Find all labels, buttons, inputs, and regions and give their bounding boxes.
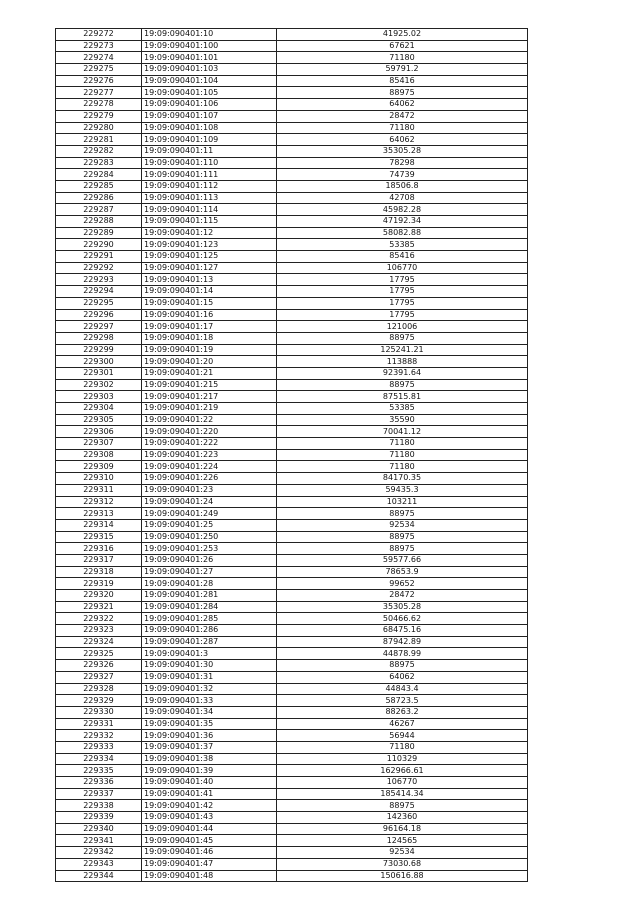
row-id-cell: 229294 bbox=[56, 286, 142, 298]
table-row bbox=[56, 695, 528, 707]
table-row bbox=[56, 251, 528, 263]
value-cell: 59435.3 bbox=[277, 484, 528, 496]
value-cell: 68475.16 bbox=[277, 625, 528, 637]
table-row bbox=[56, 741, 528, 753]
cadastral-number-cell: 19:09:090401:47 bbox=[142, 858, 277, 870]
cadastral-number-cell: 19:09:090401:100 bbox=[142, 40, 277, 52]
cadastral-number-cell: 19:09:090401:284 bbox=[142, 601, 277, 613]
row-id-cell: 229325 bbox=[56, 648, 142, 660]
table-row bbox=[56, 496, 528, 508]
table-row bbox=[56, 660, 528, 672]
cadastral-number-cell: 19:09:090401:37 bbox=[142, 741, 277, 753]
row-id-cell: 229287 bbox=[56, 204, 142, 216]
value-cell: 64062 bbox=[277, 134, 528, 146]
cadastral-number-cell: 19:09:090401:127 bbox=[142, 262, 277, 274]
row-id-cell: 229310 bbox=[56, 473, 142, 485]
table-row bbox=[56, 636, 528, 648]
table-row bbox=[56, 122, 528, 134]
cadastral-number-cell: 19:09:090401:111 bbox=[142, 169, 277, 181]
cadastral-number-cell: 19:09:090401:287 bbox=[142, 636, 277, 648]
row-id-cell: 229283 bbox=[56, 157, 142, 169]
cadastral-number-cell: 19:09:090401:103 bbox=[142, 64, 277, 76]
value-cell: 113888 bbox=[277, 356, 528, 368]
row-id-cell: 229326 bbox=[56, 660, 142, 672]
row-id-cell: 229282 bbox=[56, 145, 142, 157]
value-cell: 44843.4 bbox=[277, 683, 528, 695]
cadastral-number-cell: 19:09:090401:32 bbox=[142, 683, 277, 695]
cadastral-number-cell: 19:09:090401:125 bbox=[142, 251, 277, 263]
cadastral-number-cell: 19:09:090401:23 bbox=[142, 484, 277, 496]
value-cell: 67621 bbox=[277, 40, 528, 52]
cadastral-number-cell: 19:09:090401:3 bbox=[142, 648, 277, 660]
value-cell: 58723.5 bbox=[277, 695, 528, 707]
table-row bbox=[56, 157, 528, 169]
value-cell: 35305.28 bbox=[277, 145, 528, 157]
row-id-cell: 229329 bbox=[56, 695, 142, 707]
row-id-cell: 229276 bbox=[56, 75, 142, 87]
cadastral-number-cell: 19:09:090401:250 bbox=[142, 531, 277, 543]
value-cell: 106770 bbox=[277, 777, 528, 789]
table-row bbox=[56, 426, 528, 438]
cadastral-number-cell: 19:09:090401:31 bbox=[142, 671, 277, 683]
cadastral-number-cell: 19:09:090401:13 bbox=[142, 274, 277, 286]
cadastral-number-cell: 19:09:090401:15 bbox=[142, 297, 277, 309]
cadastral-number-cell: 19:09:090401:104 bbox=[142, 75, 277, 87]
cadastral-number-cell: 19:09:090401:105 bbox=[142, 87, 277, 99]
value-cell: 45982.28 bbox=[277, 204, 528, 216]
table-row bbox=[56, 484, 528, 496]
table-row bbox=[56, 286, 528, 298]
table-row bbox=[56, 473, 528, 485]
row-id-cell: 229293 bbox=[56, 274, 142, 286]
table-row bbox=[56, 344, 528, 356]
table-row bbox=[56, 414, 528, 426]
row-id-cell: 229311 bbox=[56, 484, 142, 496]
table-row bbox=[56, 730, 528, 742]
row-id-cell: 229289 bbox=[56, 227, 142, 239]
table-row bbox=[56, 145, 528, 157]
value-cell: 35590 bbox=[277, 414, 528, 426]
cadastral-number-cell: 19:09:090401:16 bbox=[142, 309, 277, 321]
row-id-cell: 229318 bbox=[56, 566, 142, 578]
row-id-cell: 229278 bbox=[56, 99, 142, 111]
table-row bbox=[56, 332, 528, 344]
value-cell: 71180 bbox=[277, 741, 528, 753]
value-cell: 99652 bbox=[277, 578, 528, 590]
row-id-cell: 229338 bbox=[56, 800, 142, 812]
row-id-cell: 229341 bbox=[56, 835, 142, 847]
cadastral-number-cell: 19:09:090401:109 bbox=[142, 134, 277, 146]
cadastral-number-cell: 19:09:090401:286 bbox=[142, 625, 277, 637]
value-cell: 125241.21 bbox=[277, 344, 528, 356]
table-row bbox=[56, 438, 528, 450]
row-id-cell: 229339 bbox=[56, 812, 142, 824]
cadastral-number-cell: 19:09:090401:27 bbox=[142, 566, 277, 578]
value-cell: 56944 bbox=[277, 730, 528, 742]
row-id-cell: 229292 bbox=[56, 262, 142, 274]
table-row bbox=[56, 847, 528, 859]
cadastral-number-cell: 19:09:090401:40 bbox=[142, 777, 277, 789]
row-id-cell: 229301 bbox=[56, 367, 142, 379]
value-cell: 64062 bbox=[277, 671, 528, 683]
cadastral-number-cell: 19:09:090401:113 bbox=[142, 192, 277, 204]
value-cell: 88975 bbox=[277, 332, 528, 344]
value-cell: 92534 bbox=[277, 847, 528, 859]
value-cell: 103211 bbox=[277, 496, 528, 508]
table-row bbox=[56, 788, 528, 800]
table-row bbox=[56, 64, 528, 76]
cadastral-number-cell: 19:09:090401:110 bbox=[142, 157, 277, 169]
row-id-cell: 229306 bbox=[56, 426, 142, 438]
value-cell: 110329 bbox=[277, 753, 528, 765]
value-cell: 73030.68 bbox=[277, 858, 528, 870]
table-row bbox=[56, 625, 528, 637]
table-row bbox=[56, 590, 528, 602]
row-id-cell: 229274 bbox=[56, 52, 142, 64]
table-row bbox=[56, 134, 528, 146]
row-id-cell: 229284 bbox=[56, 169, 142, 181]
cadastral-number-cell: 19:09:090401:33 bbox=[142, 695, 277, 707]
cadastral-number-cell: 19:09:090401:101 bbox=[142, 52, 277, 64]
cadastral-number-cell: 19:09:090401:114 bbox=[142, 204, 277, 216]
row-id-cell: 229332 bbox=[56, 730, 142, 742]
value-cell: 71180 bbox=[277, 122, 528, 134]
table-row bbox=[56, 99, 528, 111]
row-id-cell: 229334 bbox=[56, 753, 142, 765]
cadastral-number-cell: 19:09:090401:42 bbox=[142, 800, 277, 812]
value-cell: 88975 bbox=[277, 800, 528, 812]
table-row bbox=[56, 379, 528, 391]
row-id-cell: 229309 bbox=[56, 461, 142, 473]
cadastral-number-cell: 19:09:090401:44 bbox=[142, 823, 277, 835]
table-row bbox=[56, 216, 528, 228]
cadastral-number-cell: 19:09:090401:30 bbox=[142, 660, 277, 672]
value-cell: 96164.18 bbox=[277, 823, 528, 835]
cadastral-number-cell: 19:09:090401:222 bbox=[142, 438, 277, 450]
cadastral-number-cell: 19:09:090401:48 bbox=[142, 870, 277, 882]
row-id-cell: 229304 bbox=[56, 403, 142, 415]
cadastral-number-cell: 19:09:090401:41 bbox=[142, 788, 277, 800]
cadastral-number-cell: 19:09:090401:223 bbox=[142, 449, 277, 461]
table-row bbox=[56, 403, 528, 415]
row-id-cell: 229342 bbox=[56, 847, 142, 859]
table-row bbox=[56, 180, 528, 192]
table-row bbox=[56, 683, 528, 695]
cadastral-number-cell: 19:09:090401:12 bbox=[142, 227, 277, 239]
row-id-cell: 229297 bbox=[56, 321, 142, 333]
row-id-cell: 229273 bbox=[56, 40, 142, 52]
table-row bbox=[56, 192, 528, 204]
value-cell: 28472 bbox=[277, 110, 528, 122]
value-cell: 142360 bbox=[277, 812, 528, 824]
value-cell: 17795 bbox=[277, 286, 528, 298]
row-id-cell: 229337 bbox=[56, 788, 142, 800]
cadastral-number-cell: 19:09:090401:112 bbox=[142, 180, 277, 192]
value-cell: 53385 bbox=[277, 239, 528, 251]
table-row bbox=[56, 449, 528, 461]
cadastral-number-cell: 19:09:090401:253 bbox=[142, 543, 277, 555]
cadastral-number-cell: 19:09:090401:35 bbox=[142, 718, 277, 730]
cadastral-number-cell: 19:09:090401:45 bbox=[142, 835, 277, 847]
value-cell: 88975 bbox=[277, 379, 528, 391]
row-id-cell: 229330 bbox=[56, 706, 142, 718]
table-row bbox=[56, 706, 528, 718]
table-row bbox=[56, 554, 528, 566]
table-row bbox=[56, 309, 528, 321]
cadastral-number-cell: 19:09:090401:19 bbox=[142, 344, 277, 356]
row-id-cell: 229281 bbox=[56, 134, 142, 146]
table-row bbox=[56, 75, 528, 87]
row-id-cell: 229296 bbox=[56, 309, 142, 321]
row-id-cell: 229327 bbox=[56, 671, 142, 683]
row-id-cell: 229286 bbox=[56, 192, 142, 204]
value-cell: 41925.02 bbox=[277, 29, 528, 41]
table-row bbox=[56, 601, 528, 613]
table-row bbox=[56, 648, 528, 660]
table-row bbox=[56, 823, 528, 835]
value-cell: 92534 bbox=[277, 519, 528, 531]
table-body bbox=[56, 29, 528, 882]
row-id-cell: 229313 bbox=[56, 508, 142, 520]
table-row bbox=[56, 461, 528, 473]
value-cell: 71180 bbox=[277, 449, 528, 461]
row-id-cell: 229319 bbox=[56, 578, 142, 590]
data-table bbox=[55, 28, 528, 882]
value-cell: 88975 bbox=[277, 508, 528, 520]
value-cell: 59577.66 bbox=[277, 554, 528, 566]
value-cell: 150616.88 bbox=[277, 870, 528, 882]
value-cell: 74739 bbox=[277, 169, 528, 181]
row-id-cell: 229303 bbox=[56, 391, 142, 403]
table-row bbox=[56, 531, 528, 543]
cadastral-number-cell: 19:09:090401:43 bbox=[142, 812, 277, 824]
row-id-cell: 229288 bbox=[56, 216, 142, 228]
value-cell: 85416 bbox=[277, 75, 528, 87]
cadastral-number-cell: 19:09:090401:14 bbox=[142, 286, 277, 298]
table-row bbox=[56, 227, 528, 239]
table-row bbox=[56, 391, 528, 403]
cadastral-number-cell: 19:09:090401:18 bbox=[142, 332, 277, 344]
row-id-cell: 229291 bbox=[56, 251, 142, 263]
row-id-cell: 229340 bbox=[56, 823, 142, 835]
value-cell: 44878.99 bbox=[277, 648, 528, 660]
table-row bbox=[56, 858, 528, 870]
row-id-cell: 229302 bbox=[56, 379, 142, 391]
cadastral-number-cell: 19:09:090401:220 bbox=[142, 426, 277, 438]
value-cell: 78298 bbox=[277, 157, 528, 169]
row-id-cell: 229343 bbox=[56, 858, 142, 870]
row-id-cell: 229305 bbox=[56, 414, 142, 426]
table-row bbox=[56, 835, 528, 847]
value-cell: 185414.34 bbox=[277, 788, 528, 800]
value-cell: 124565 bbox=[277, 835, 528, 847]
row-id-cell: 229315 bbox=[56, 531, 142, 543]
table-row bbox=[56, 812, 528, 824]
table-row bbox=[56, 367, 528, 379]
value-cell: 71180 bbox=[277, 438, 528, 450]
cadastral-number-cell: 19:09:090401:20 bbox=[142, 356, 277, 368]
cadastral-number-cell: 19:09:090401:226 bbox=[142, 473, 277, 485]
row-id-cell: 229324 bbox=[56, 636, 142, 648]
value-cell: 87515.81 bbox=[277, 391, 528, 403]
value-cell: 88975 bbox=[277, 660, 528, 672]
value-cell: 71180 bbox=[277, 461, 528, 473]
value-cell: 88975 bbox=[277, 543, 528, 555]
table-row bbox=[56, 870, 528, 882]
row-id-cell: 229333 bbox=[56, 741, 142, 753]
table-row bbox=[56, 40, 528, 52]
cadastral-number-cell: 19:09:090401:28 bbox=[142, 578, 277, 590]
table-row bbox=[56, 613, 528, 625]
cadastral-number-cell: 19:09:090401:224 bbox=[142, 461, 277, 473]
table-row bbox=[56, 29, 528, 41]
row-id-cell: 229321 bbox=[56, 601, 142, 613]
cadastral-number-cell: 19:09:090401:36 bbox=[142, 730, 277, 742]
row-id-cell: 229285 bbox=[56, 180, 142, 192]
row-id-cell: 229331 bbox=[56, 718, 142, 730]
row-id-cell: 229295 bbox=[56, 297, 142, 309]
value-cell: 88975 bbox=[277, 531, 528, 543]
value-cell: 84170.35 bbox=[277, 473, 528, 485]
cadastral-number-cell: 19:09:090401:39 bbox=[142, 765, 277, 777]
row-id-cell: 229322 bbox=[56, 613, 142, 625]
table-row bbox=[56, 718, 528, 730]
value-cell: 85416 bbox=[277, 251, 528, 263]
table-row bbox=[56, 52, 528, 64]
cadastral-number-cell: 19:09:090401:215 bbox=[142, 379, 277, 391]
value-cell: 106770 bbox=[277, 262, 528, 274]
cadastral-number-cell: 19:09:090401:107 bbox=[142, 110, 277, 122]
cadastral-number-cell: 19:09:090401:285 bbox=[142, 613, 277, 625]
row-id-cell: 229277 bbox=[56, 87, 142, 99]
row-id-cell: 229316 bbox=[56, 543, 142, 555]
value-cell: 58082.88 bbox=[277, 227, 528, 239]
value-cell: 53385 bbox=[277, 403, 528, 415]
table-row bbox=[56, 765, 528, 777]
table-row bbox=[56, 204, 528, 216]
row-id-cell: 229312 bbox=[56, 496, 142, 508]
cadastral-number-cell: 19:09:090401:115 bbox=[142, 216, 277, 228]
value-cell: 64062 bbox=[277, 99, 528, 111]
row-id-cell: 229290 bbox=[56, 239, 142, 251]
row-id-cell: 229308 bbox=[56, 449, 142, 461]
cadastral-number-cell: 19:09:090401:281 bbox=[142, 590, 277, 602]
value-cell: 121006 bbox=[277, 321, 528, 333]
value-cell: 78653.9 bbox=[277, 566, 528, 578]
table-row bbox=[56, 356, 528, 368]
row-id-cell: 229344 bbox=[56, 870, 142, 882]
row-id-cell: 229320 bbox=[56, 590, 142, 602]
row-id-cell: 229280 bbox=[56, 122, 142, 134]
cadastral-number-cell: 19:09:090401:26 bbox=[142, 554, 277, 566]
table-row bbox=[56, 777, 528, 789]
cadastral-number-cell: 19:09:090401:21 bbox=[142, 367, 277, 379]
row-id-cell: 229335 bbox=[56, 765, 142, 777]
value-cell: 59791.2 bbox=[277, 64, 528, 76]
row-id-cell: 229317 bbox=[56, 554, 142, 566]
table-row bbox=[56, 671, 528, 683]
value-cell: 87942.89 bbox=[277, 636, 528, 648]
table-row bbox=[56, 110, 528, 122]
table-row bbox=[56, 753, 528, 765]
table-row bbox=[56, 239, 528, 251]
table-row bbox=[56, 297, 528, 309]
table-row bbox=[56, 87, 528, 99]
cadastral-number-cell: 19:09:090401:217 bbox=[142, 391, 277, 403]
value-cell: 35305.28 bbox=[277, 601, 528, 613]
table-row bbox=[56, 543, 528, 555]
value-cell: 88263.2 bbox=[277, 706, 528, 718]
table-row bbox=[56, 519, 528, 531]
cadastral-number-cell: 19:09:090401:38 bbox=[142, 753, 277, 765]
cadastral-number-cell: 19:09:090401:123 bbox=[142, 239, 277, 251]
value-cell: 47192.34 bbox=[277, 216, 528, 228]
cadastral-number-cell: 19:09:090401:34 bbox=[142, 706, 277, 718]
row-id-cell: 229328 bbox=[56, 683, 142, 695]
row-id-cell: 229314 bbox=[56, 519, 142, 531]
value-cell: 50466.62 bbox=[277, 613, 528, 625]
value-cell: 42708 bbox=[277, 192, 528, 204]
cadastral-number-cell: 19:09:090401:22 bbox=[142, 414, 277, 426]
cadastral-number-cell: 19:09:090401:10 bbox=[142, 29, 277, 41]
value-cell: 46267 bbox=[277, 718, 528, 730]
row-id-cell: 229272 bbox=[56, 29, 142, 41]
cadastral-number-cell: 19:09:090401:106 bbox=[142, 99, 277, 111]
row-id-cell: 229298 bbox=[56, 332, 142, 344]
value-cell: 28472 bbox=[277, 590, 528, 602]
cadastral-number-cell: 19:09:090401:249 bbox=[142, 508, 277, 520]
table-row bbox=[56, 262, 528, 274]
row-id-cell: 229336 bbox=[56, 777, 142, 789]
row-id-cell: 229299 bbox=[56, 344, 142, 356]
cadastral-number-cell: 19:09:090401:108 bbox=[142, 122, 277, 134]
value-cell: 92391.64 bbox=[277, 367, 528, 379]
table-row bbox=[56, 508, 528, 520]
cadastral-number-cell: 19:09:090401:219 bbox=[142, 403, 277, 415]
cadastral-number-cell: 19:09:090401:25 bbox=[142, 519, 277, 531]
value-cell: 70041.12 bbox=[277, 426, 528, 438]
cadastral-number-cell: 19:09:090401:24 bbox=[142, 496, 277, 508]
row-id-cell: 229300 bbox=[56, 356, 142, 368]
table-row bbox=[56, 566, 528, 578]
row-id-cell: 229307 bbox=[56, 438, 142, 450]
value-cell: 17795 bbox=[277, 297, 528, 309]
cadastral-number-cell: 19:09:090401:46 bbox=[142, 847, 277, 859]
row-id-cell: 229275 bbox=[56, 64, 142, 76]
value-cell: 162966.61 bbox=[277, 765, 528, 777]
table-row bbox=[56, 800, 528, 812]
table-row bbox=[56, 169, 528, 181]
value-cell: 17795 bbox=[277, 309, 528, 321]
row-id-cell: 229279 bbox=[56, 110, 142, 122]
value-cell: 18506.8 bbox=[277, 180, 528, 192]
cadastral-number-cell: 19:09:090401:11 bbox=[142, 145, 277, 157]
table-row bbox=[56, 578, 528, 590]
value-cell: 17795 bbox=[277, 274, 528, 286]
value-cell: 71180 bbox=[277, 52, 528, 64]
value-cell: 88975 bbox=[277, 87, 528, 99]
table-row bbox=[56, 274, 528, 286]
row-id-cell: 229323 bbox=[56, 625, 142, 637]
table-row bbox=[56, 321, 528, 333]
cadastral-number-cell: 19:09:090401:17 bbox=[142, 321, 277, 333]
